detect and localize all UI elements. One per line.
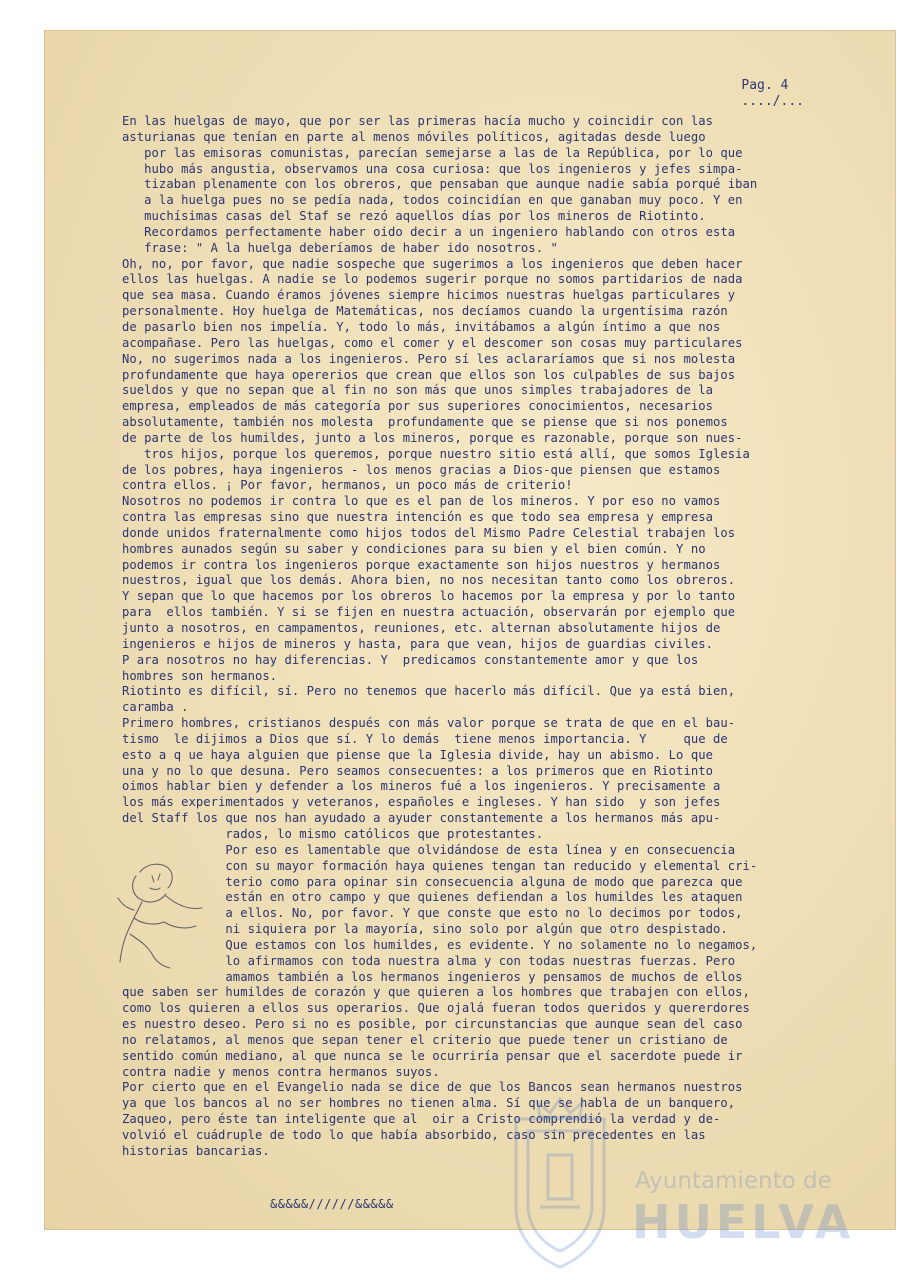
text-line: hubo más angustia, observamos una cosa curiosa: que los ingenieros y jefes simpa- bbox=[122, 161, 743, 176]
text-line: No, no sugerimos nada a los ingenieros. Pero sí les aclararíamos que si nos molesta bbox=[122, 351, 736, 366]
city-crest-icon bbox=[500, 1095, 620, 1270]
text-line: ya que los bancos al no ser hombres no tienen alma. Sí que se habla de un banquero, bbox=[122, 1096, 736, 1111]
text-line: En las huelgas de mayo, que por ser las primeras hacía mucho y coincidir con las bbox=[122, 114, 713, 128]
text-line: están en otro campo y que quienes defiendan a los humildes les ataquen bbox=[122, 890, 743, 905]
page-number: Pag. 4 bbox=[741, 78, 789, 93]
text-line: empresa, empleados de más categoría por sus superiores conocimientos, necesarios bbox=[122, 399, 713, 414]
text-line: ellos las huelgas. A nadie se lo podemos sugerir porque no somos partidarios de nada bbox=[122, 272, 743, 287]
text-line: caramba . bbox=[122, 700, 189, 715]
text-line: frase: " A la huelga deberíamos de haber ido nosotros. " bbox=[122, 240, 558, 255]
text-line: Que estamos con los humildes, es evidente. Y no solamente no lo negamos, bbox=[122, 937, 758, 952]
text-line: sueldos y que no sepan que al fin no son más que unos simples trabajadores de la bbox=[122, 383, 713, 398]
text-line: no relatamos, al menos que sepan tener el criterio que puede tener un cristiano de bbox=[122, 1032, 728, 1047]
text-line: del Staff los que nos han ayudado a ayuder constantemente a los hermanos más apu- bbox=[122, 811, 721, 826]
text-line: sentido común mediano, al que nunca se le ocurriría pensar que el sacerdote puede ir bbox=[122, 1048, 743, 1063]
text-line: para ellos también. Y si se fijen en nuestra actuación, observarán por ejemplo que bbox=[122, 605, 736, 620]
text-line: Oh, no, por favor, que nadie sospeche que sugerimos a los ingenieros que deben hacer bbox=[122, 256, 743, 271]
text-line: como los quieren a ellos sus operarios. Que ojalá fueran todos queridos y quererdores bbox=[122, 1001, 750, 1016]
text-line: profundamente que haya opererios que crean que ellos son los culpables de sus bajos bbox=[122, 367, 736, 382]
text-line: los más experimentados y veteranos, españoles e ingleses. Y han sido y son jefes bbox=[122, 795, 721, 810]
text-line: a ellos. No, por favor. Y que conste que esto no lo decimos por todos, bbox=[122, 906, 743, 921]
text-line: volvió el cuádruple de todo lo que había absorbido, caso sin precedentes en las bbox=[122, 1128, 706, 1142]
text-line: P ara nosotros no hay diferencias. Y predicamos constantemente amor y que los bbox=[122, 652, 699, 667]
text-line: de parte de los humildes, junto a los mineros, porque es razonable, porque son nues- bbox=[122, 430, 743, 445]
closing-ornament: &&&&&//////&&&&& bbox=[270, 1197, 394, 1211]
text-line: hombres aunados según su saber y condiciones para su bien y el bien común. Y no bbox=[122, 541, 706, 556]
text-line: nuestros, igual que los demás. Ahora bien, no nos necesitan tanto como los obreros. bbox=[122, 573, 736, 588]
text-line: por las emisoras comunistas, parecían semejarse a las de la República, por lo que bbox=[122, 145, 743, 160]
text-line: es nuestro deseo. Pero si no es posible, por circunstancias que aunque sean del caso bbox=[122, 1017, 743, 1032]
body-text bbox=[122, 114, 792, 1160]
text-line: podemos ir contra los ingenieros porque exactamente son hijos nuestros y hermanos bbox=[122, 557, 721, 572]
text-line: Por cierto que en el Evangelio nada se dice de que los Bancos sean hermanos nuestros bbox=[122, 1080, 743, 1095]
text-line: lo afirmamos con toda nuestra alma y con todas nuestras fuerzas. Pero bbox=[122, 953, 736, 968]
text-line: contra las empresas sino que nuestra intención es que todo sea empresa y empresa bbox=[122, 510, 713, 525]
text-line: ni siquiera por la mayoría, sino solo por algún que otro despistado. bbox=[122, 922, 728, 937]
page-header bbox=[741, 78, 804, 110]
text-line: absolutamente, también nos molesta profundamente que se piense que si nos ponemos bbox=[122, 415, 728, 430]
text-line: personalmente. Hoy huelga de Matemáticas, nos decíamos cuando la urgentísima razón bbox=[122, 304, 728, 319]
text-line: donde unidos fraternalmente como hijos todos del Mismo Padre Celestial trabajen los bbox=[122, 525, 736, 540]
watermark bbox=[500, 1095, 880, 1270]
text-line: ingenieros e hijos de mineros y hasta, para que vean, hijos de guardias civiles. bbox=[122, 636, 713, 651]
text-line: de los pobres, haya ingenieros - los menos gracias a Dios-que piensen que estamos bbox=[122, 462, 721, 477]
text-line: Por eso es lamentable que olvidándose de esta línea y en consecuencia bbox=[122, 842, 736, 857]
text-line: acompañase. Pero las huelgas, como el comer y el descomer son cosas muy particulares bbox=[122, 335, 743, 350]
text-line: que saben ser humildes de corazón y que quieren a los hombres que trabajen con ellos, bbox=[122, 985, 750, 1000]
text-line: de pasarlo bien nos impelía. Y, todo lo más, invitábamos a algún íntimo a que nos bbox=[122, 319, 721, 334]
text-line: tizaban plenamente con los obreros, que pensaban que aunque nadie sabía porqué iban bbox=[122, 177, 758, 192]
watermark-line2: HUELVA bbox=[632, 1195, 855, 1249]
text-line: una y no lo que desuna. Pero seamos consecuentes: a los primeros que en Riotinto bbox=[122, 763, 713, 778]
text-line: asturianas que tenían en parte al menos móviles políticos, agitadas desde luego bbox=[122, 129, 706, 144]
text-line: historias bancarias. bbox=[122, 1143, 270, 1158]
text-line: Recordamos perfectamente haber oido decir a un ingeniero hablando con otros esta bbox=[122, 224, 736, 239]
text-line: Zaqueo, pero éste tan inteligente que al oir a Cristo comprendió la verdad y de- bbox=[122, 1112, 721, 1127]
text-line: esto a q ue haya alguien que piense que la Iglesia divide, hay un abismo. Lo que bbox=[122, 747, 713, 762]
watermark-line1: Ayuntamiento de bbox=[635, 1168, 832, 1194]
text-line: a la huelga pues no se pedía nada, todos coincidían en que ganaban muy poco. Y en bbox=[122, 193, 743, 208]
text-line: oimos hablar bien y defender a los mineros fué a los ingenieros. Y precisamente a bbox=[122, 779, 721, 794]
text-line: junto a nosotros, en campamentos, reuniones, etc. alternan absolutamente hijos de bbox=[122, 621, 721, 635]
text-line: con su mayor formación haya quienes tengan tan reducido y elemental cri- bbox=[122, 858, 758, 873]
text-line: contra ellos. ¡ Por favor, hermanos, un poco más de criterio! bbox=[122, 478, 573, 493]
text-line: hombres son hermanos. bbox=[122, 668, 278, 683]
text-line: tros hijos, porque los queremos, porque nuestro sitio está allí, que somos Iglesia bbox=[122, 446, 750, 461]
pencil-sketch-figure bbox=[112, 858, 212, 973]
text-line: Y sepan que lo que hacemos por los obreros lo hacemos por la empresa y por lo tanto bbox=[122, 589, 736, 604]
text-line: Riotinto es difícil, sí. Pero no tenemos que hacerlo más difícil. Que ya está bien, bbox=[122, 684, 736, 699]
continuation-mark: ..../... bbox=[741, 94, 804, 109]
text-line: muchísimas casas del Staf se rezó aquellos días por los mineros de Riotinto. bbox=[122, 209, 706, 224]
text-line: rados, lo mismo católicos que protestantes. bbox=[122, 826, 544, 841]
text-line: contra nadie y menos contra hermanos suyos. bbox=[122, 1064, 440, 1079]
text-line: Primero hombres, cristianos después con más valor porque se trata de que en el bau- bbox=[122, 716, 736, 731]
text-line: Nosotros no podemos ir contra lo que es el pan de los mineros. Y por eso no vamos bbox=[122, 494, 721, 509]
text-line: tismo le dijimos a Dios que sí. Y lo demás tiene menos importancia. Y que de bbox=[122, 731, 728, 746]
text-line: que sea masa. Cuando éramos jóvenes siempre hicimos nuestras huelgas particulares y bbox=[122, 288, 736, 303]
text-line: terio como para opinar sin consecuencia alguna de modo que parezca que bbox=[122, 874, 743, 889]
text-line: amamos también a los hermanos ingenieros y pensamos de muchos de ellos bbox=[122, 969, 743, 984]
